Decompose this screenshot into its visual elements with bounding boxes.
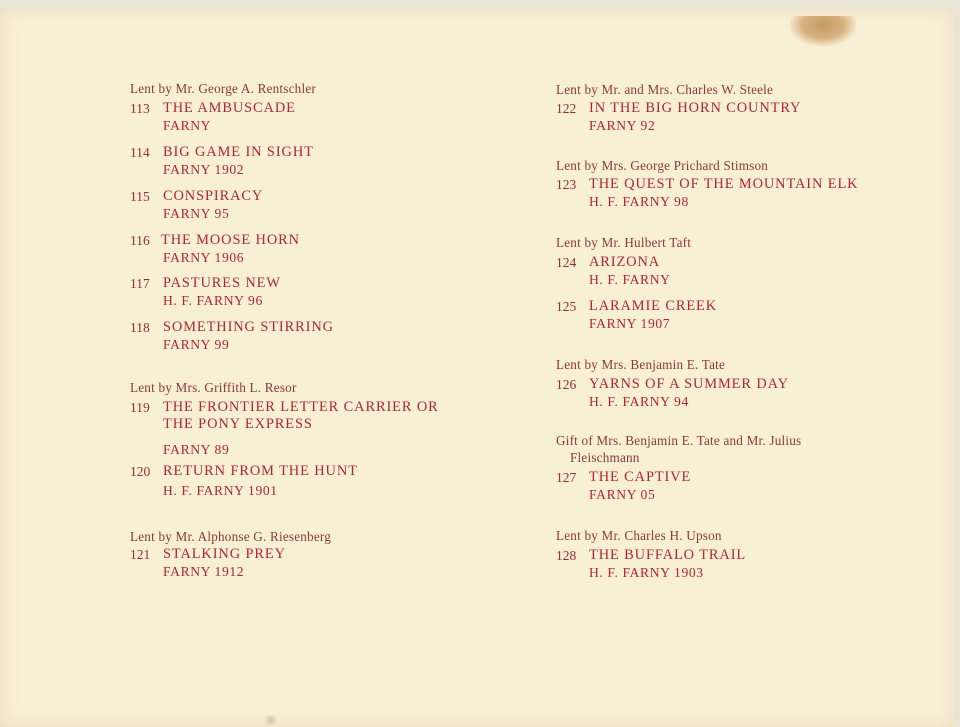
entry-title: LARAMIE CREEK	[589, 298, 718, 314]
entry-artist: H. F. FARNY 1903	[589, 565, 704, 580]
entry-number: 124	[556, 255, 577, 270]
entry-number: 114	[130, 145, 150, 160]
entry-title: YARNS OF A SUMMER DAY	[589, 376, 789, 392]
entry-number: 115	[130, 189, 150, 204]
entry-artist: FARNY 1902	[163, 162, 245, 177]
entry-artist: FARNY 05	[589, 487, 656, 502]
entry-number: 127	[556, 470, 577, 485]
entry-artist: FARNY 99	[163, 337, 230, 352]
entry-artist: FARNY 95	[163, 206, 230, 221]
entry-title: PASTURES NEW	[163, 275, 281, 291]
entry-title: THE AMBUSCADE	[163, 100, 296, 116]
lender-line: Lent by Mr. Alphonse G. Riesenberg	[130, 529, 332, 544]
entry-number: 122	[556, 101, 577, 116]
entry-title-line: THE PONY EXPRESS	[163, 416, 313, 432]
entry-number: 126	[556, 377, 577, 392]
entry-title: STALKING PREY	[163, 546, 286, 562]
entry-title: THE MOOSE HORN	[161, 232, 300, 248]
entry-artist: H. F. FARNY 1901	[163, 483, 278, 498]
entry-title: IN THE BIG HORN COUNTRY	[589, 100, 802, 116]
paper-stain	[790, 16, 856, 46]
entry-artist: FARNY 92	[589, 118, 656, 133]
entry-artist: FARNY 1912	[163, 564, 245, 579]
paper-speck	[262, 715, 280, 725]
entry-artist: FARNY 1907	[589, 316, 671, 331]
entry-title: CONSPIRACY	[163, 188, 264, 204]
entry-title: THE BUFFALO TRAIL	[589, 547, 747, 563]
entry-title	[163, 399, 439, 433]
entry-number: 118	[130, 320, 150, 335]
entry-artist: FARNY 1906	[163, 250, 245, 265]
entry-title-line: THE FRONTIER LETTER CARRIER OR	[163, 399, 439, 415]
entry-number: 123	[556, 177, 577, 192]
lender-line-continuation: Fleischmann	[570, 450, 640, 465]
entry-title: THE CAPTIVE	[589, 469, 692, 485]
entry-number: 113	[130, 101, 150, 116]
entry-title: RETURN FROM THE HUNT	[163, 463, 358, 479]
entry-number: 125	[556, 299, 577, 314]
entry-title: THE QUEST OF THE MOUNTAIN ELK	[589, 176, 859, 192]
lender-line: Lent by Mr. and Mrs. Charles W. Steele	[556, 82, 774, 97]
lender-line: Lent by Mr. Hulbert Taft	[556, 235, 692, 250]
lender-line: Lent by Mr. Charles H. Upson	[556, 528, 722, 543]
entry-number: 120	[130, 464, 151, 479]
entry-number: 116	[130, 233, 150, 248]
lender-line: Lent by Mrs. Benjamin E. Tate	[556, 357, 726, 372]
lender-line	[556, 432, 886, 466]
entry-artist: H. F. FARNY	[589, 272, 671, 287]
entry-artist: H. F. FARNY 98	[589, 194, 689, 209]
lender-line: Lent by Mrs. Griffith L. Resor	[130, 380, 297, 395]
lender-line-text: Gift of Mrs. Benjamin E. Tate and Mr. Julius	[556, 433, 802, 448]
entry-artist: H. F. FARNY 94	[589, 394, 689, 409]
entry-artist: H. F. FARNY 96	[163, 293, 263, 308]
entry-artist: FARNY 89	[163, 442, 230, 457]
entry-number: 121	[130, 547, 151, 562]
entry-artist: FARNY	[163, 118, 212, 133]
lender-line: Lent by Mr. George A. Rentschler	[130, 81, 316, 96]
entry-number: 128	[556, 548, 577, 563]
lender-line: Lent by Mrs. George Prichard Stimson	[556, 158, 769, 173]
entry-number: 119	[130, 400, 150, 415]
entry-title: SOMETHING STIRRING	[163, 319, 334, 335]
entry-title: BIG GAME IN SIGHT	[163, 144, 314, 160]
entry-title: ARIZONA	[589, 254, 661, 270]
entry-number: 117	[130, 276, 150, 291]
catalog-page	[0, 8, 955, 727]
